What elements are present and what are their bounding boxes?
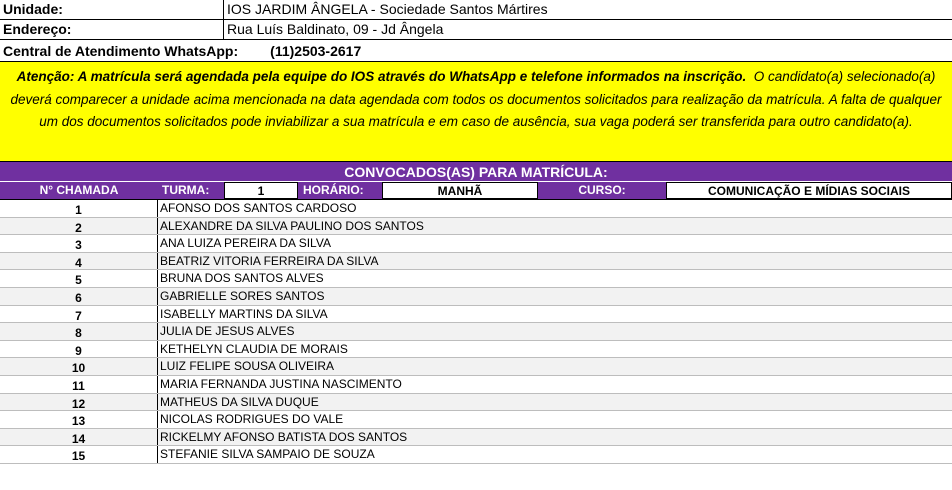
table-row	[0, 253, 952, 271]
horario-value: MANHÃ	[382, 182, 538, 199]
convocados-title: CONVOCADOS(AS) PARA MATRÍCULA:	[0, 162, 952, 182]
chamada-number: 1	[0, 200, 158, 217]
convocados-list	[0, 199, 952, 464]
table-row	[0, 306, 952, 324]
unit-row	[0, 0, 952, 20]
table-row	[0, 288, 952, 306]
whatsapp-label: Central de Atendimento WhatsApp:	[3, 42, 239, 59]
candidate-name: ALEXANDRE DA SILVA PAULINO DOS SANTOS	[160, 218, 424, 233]
table-row	[0, 341, 952, 359]
chamada-number: 8	[0, 323, 158, 340]
turma-label: TURMA:	[158, 182, 224, 199]
candidate-name: BEATRIZ VITORIA FERREIRA DA SILVA	[160, 253, 379, 268]
table-row	[0, 218, 952, 236]
horario-label: HORÁRIO:	[298, 182, 382, 199]
table-row	[0, 323, 952, 341]
candidate-name: BRUNA DOS SANTOS ALVES	[160, 271, 324, 286]
candidate-name: KETHELYN CLAUDIA DE MORAIS	[160, 341, 348, 356]
chamada-number: 10	[0, 358, 158, 375]
table-row	[0, 270, 952, 288]
chamada-number: 9	[0, 341, 158, 358]
whatsapp-row	[0, 40, 952, 62]
attention-notice	[0, 62, 952, 162]
candidate-name: GABRIELLE SORES SANTOS	[160, 288, 325, 303]
candidate-name: RICKELMY AFONSO BATISTA DOS SANTOS	[160, 429, 408, 444]
unit-label: Unidade:	[0, 0, 224, 19]
whatsapp-number: (11)2503-2617	[270, 42, 362, 59]
candidate-name: AFONSO DOS SANTOS CARDOSO	[160, 201, 357, 215]
notice-text: O candidato(a) selecionado(a) deverá comparecer a unidade acima mencionada na data agendada com todos os documentos solicitados para realização da matrícula. A falta de qualquer um dos documentos solicitados pode inviabilizar a sua matrícula e em caso de ausência, sua vaga poderá ser transferida para outro candidato(a).	[10, 69, 942, 129]
table-row	[0, 394, 952, 412]
unit-value: IOS JARDIM ÂNGELA - Sociedade Santos Mártires	[227, 1, 548, 17]
chamada-header: N° CHAMADA	[0, 182, 158, 199]
address-value: Rua Luís Baldinato, 09 - Jd Ângela	[227, 21, 444, 37]
candidate-name: STEFANIE SILVA SAMPAIO DE SOUZA	[160, 447, 375, 462]
table-row	[0, 376, 952, 394]
chamada-number: 4	[0, 253, 158, 270]
candidate-name: JULIA DE JESUS ALVES	[160, 324, 295, 339]
table-row	[0, 446, 952, 464]
address-label: Endereço:	[0, 20, 224, 39]
chamada-number: 14	[0, 429, 158, 446]
candidate-name: ISABELLY MARTINS DA SILVA	[160, 306, 328, 321]
notice-bold-text: Atenção: A matrícula será agendada pela equipe do IOS através do WhatsApp e telefone informados na inscrição.	[16, 69, 747, 84]
curso-label: CURSO:	[538, 182, 666, 199]
class-info-row	[0, 182, 952, 199]
chamada-number: 13	[0, 411, 158, 428]
candidate-name: MATHEUS DA SILVA DUQUE	[160, 394, 319, 409]
chamada-number: 15	[0, 446, 158, 463]
chamada-number: 5	[0, 270, 158, 287]
address-row	[0, 20, 952, 40]
chamada-number: 6	[0, 288, 158, 305]
chamada-number: 3	[0, 235, 158, 252]
table-row	[0, 358, 952, 376]
candidate-name: MARIA FERNANDA JUSTINA NASCIMENTO	[160, 376, 402, 391]
candidate-name: ANA LUIZA PEREIRA DA SILVA	[160, 236, 331, 251]
table-row	[0, 200, 952, 218]
candidate-name: LUIZ FELIPE SOUSA OLIVEIRA	[160, 359, 335, 374]
candidate-name: NICOLAS RODRIGUES DO VALE	[160, 412, 344, 427]
curso-value: COMUNICAÇÃO E MÍDIAS SOCIAIS	[666, 182, 952, 199]
chamada-number: 11	[0, 376, 158, 393]
table-row	[0, 429, 952, 447]
table-row	[0, 411, 952, 429]
chamada-number: 7	[0, 306, 158, 323]
table-row	[0, 235, 952, 253]
turma-value: 1	[224, 182, 298, 199]
chamada-number: 2	[0, 218, 158, 235]
chamada-number: 12	[0, 394, 158, 411]
